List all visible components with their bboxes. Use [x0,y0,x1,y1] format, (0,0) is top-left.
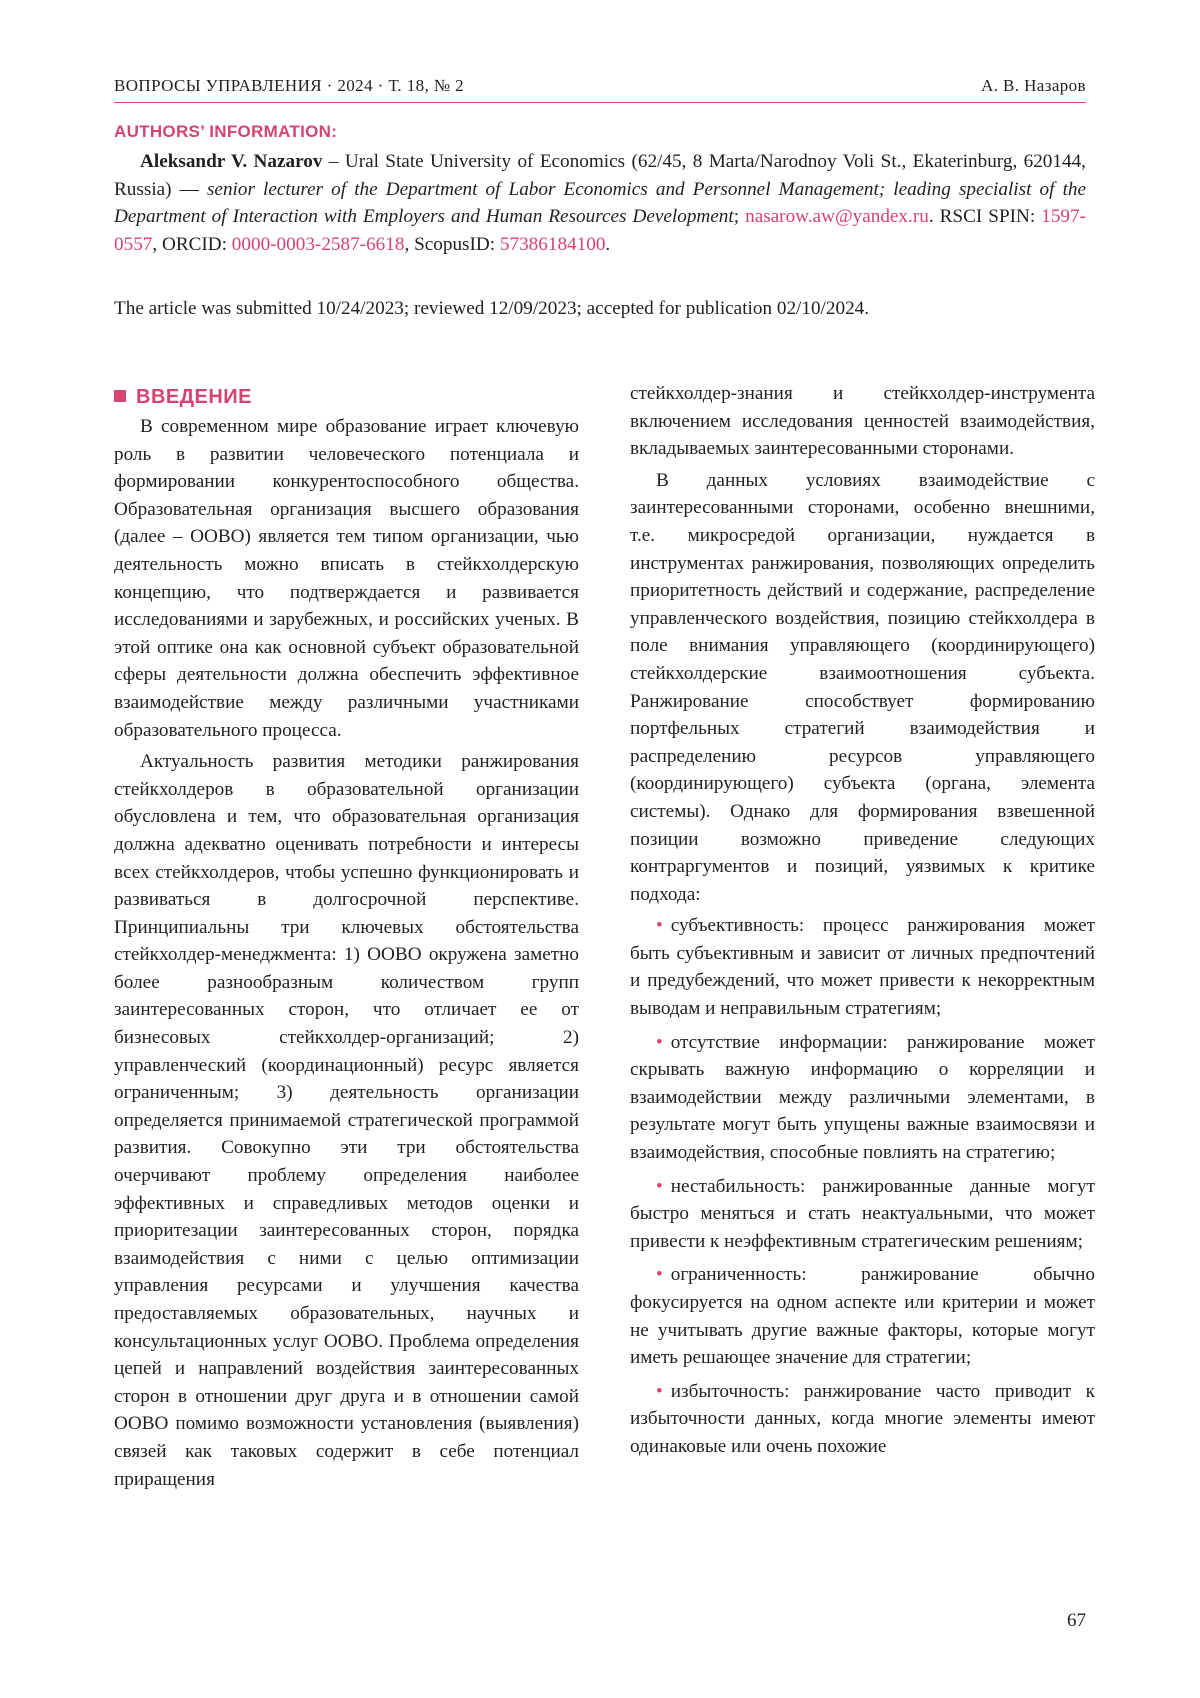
bullet-icon: • [656,1175,663,1197]
right-column [630,380,1095,1467]
paragraph: В данных условиях взаимодействие с заинтересованными сторонами, особенно внешними, т.е. микросредой организации, нуждается в инструментах ранжирования, позволяющих определить приоритетность действий и содержание, распределение управленческого воздействия, позицию стейкхолдера в поле внимания управляющего (координирующего) стейкхолдерские взаимоотношения субъекта. Ранжирование способствует формированию портфельных стратегий взаимодействия и распределению ресурсов управляющего (координирующего) субъекта (органа, элемента системы). Однако для формирования взвешенной позиции возможно приведение следующих контраргументов и позиций, уязвимых к критике подхода: [630,469,1095,905]
list-item [630,912,1095,1022]
spin-link[interactable]: 1597-0557 [114,206,1086,255]
list-item-text: нестабильность: ранжированные данные могут быстро меняться и стать неактуальными, что может привести к неэффективным стратегическим решениям; [630,1175,1095,1252]
paragraph: В современном мире образование играет ключевую роль в развитии человеческого потенциала и формировании конкурентоспособного общества. Образовательная организация высшего образования (далее – ООВО) является тем типом организации, чью деятельность можно вписать в стейкхолдерскую концепцию, что подтверждается и развивается исследованиями и зарубежных, и российских ученых. В этой оптике она как основной субъект образовательной сферы деятельности должна обеспечить эффективное взаимодействие между различными участниками образовательного процесса. [114,416,579,741]
list-item-text: отсутствие информации: ранжирование может скрывать важную информацию о корреляции и взаимодействии между различными элементами, в результате могут быть упущены важные взаимосвязи и взаимодействия, способные повлиять на стратегию; [630,1031,1095,1164]
period: . [605,233,611,255]
bullet-icon: • [656,1264,663,1286]
paragraph: Актуальность развития методики ранжирования стейкхолдеров в образовательной организации обусловлена и тем, что образовательная организация должна адекватно оценивать потребности и интересы всех стейкхолдеров, чтобы успешно функционировать и развиваться в долгосрочной перспективе. Принципиальны три ключевых обстоятельства стейкхолдер-менеджмента: 1) ООВО окружена заметно более разнообразным количеством групп заинтересованных сторон, что отличает ее от бизнесовых стейкхолдер-организаций; 2) управленческий (координационный) ресурс является ограниченным; 3) деятельность организации определяется принимаемой стратегической программой развития. Совокупно эти три обстоятельства очерчивают проблему определения наиболее эффективных и справедливых методов оценки и приоритезации заинтересованных сторон, порядка взаимодействия с ними с целью оптимизации управления ресурсами и улучшения качества предоставляемых образовательных, научных и консультационных услуг ООВО. Проблема определения цепей и направлений воздействия заинтересованных сторон в отношении друг друга и в отношении самой ООВО помимо возможности установления (выявления) связей как таковых содержит в себе потенциал приращения [114,751,579,1490]
square-bullet-icon [114,390,126,402]
author-email-link[interactable]: nasarow.aw@yandex.ru [745,206,929,227]
journal-title: ВОПРОСЫ УПРАВЛЕНИЯ · 2024 · Т. 18, № 2 [114,76,464,95]
section-heading-text: ВВЕДЕНИЕ [136,386,252,408]
running-header [114,74,1086,103]
author-entry [114,148,1086,258]
bullet-icon: • [656,915,663,937]
author-name: Aleksandr V. Nazarov [140,151,323,172]
bullet-icon: • [656,1380,663,1402]
author-position: senior lecturer of the Department of Labor Economics and Personnel Management; leading specialist of the Department of Interaction with Employers and Human Resources Development [114,178,1087,227]
list-item [630,1378,1095,1461]
paragraph-continued: стейкхолдер-знания и стейкхолдер-инструмента включением исследования ценностей взаимодействия, вкладываемых заинтересованными сторонами. [630,383,1095,460]
submission-dates: The article was submitted 10/24/2023; reviewed 12/09/2023; accepted for publication 02/10/2024. [114,298,870,319]
list-item [630,1261,1095,1371]
list-item [630,1173,1095,1256]
left-column [114,383,579,1497]
spin-label: . RSCI SPIN: [928,206,1042,227]
page-number: 67 [1067,1610,1086,1631]
list-item [630,1029,1095,1167]
authors-heading: AUTHORS’ INFORMATION: [114,122,338,141]
authors-information [114,122,1086,258]
author-short: А. В. Назаров [981,76,1086,95]
list-item-text: субъективность: процесс ранжирования может быть субъективным и зависит от личных предпочтений и предубеждений, что может привести к некорректным выводам и неправильным стратегиям; [630,915,1095,1020]
bullet-icon: • [656,1031,663,1053]
list-item-text: избыточность: ранжирование часто приводит к избыточности данных, когда многие элементы имеют одинаковые или очень похожие [630,1380,1095,1457]
scopus-link[interactable]: 57386184100 [499,233,606,255]
orcid-label: , ORCID: [152,233,232,255]
separator: ; [733,206,746,227]
scopus-label: , ScopusID: [404,233,500,255]
section-heading [114,383,579,411]
author-affiliation: – Ural State University of Economics (62/45, 8 Marta/Narodnoy Voli St., Ekaterinburg, 620144, Russia) — [114,151,1086,200]
orcid-link[interactable]: 0000-0003-2587-6618 [231,233,405,255]
list-item-text: ограниченность: ранжирование обычно фокусируется на одном аспекте или критерии и может не учитывать другие важные факторы, которые могут иметь решающее значение для стратегии; [630,1264,1095,1369]
